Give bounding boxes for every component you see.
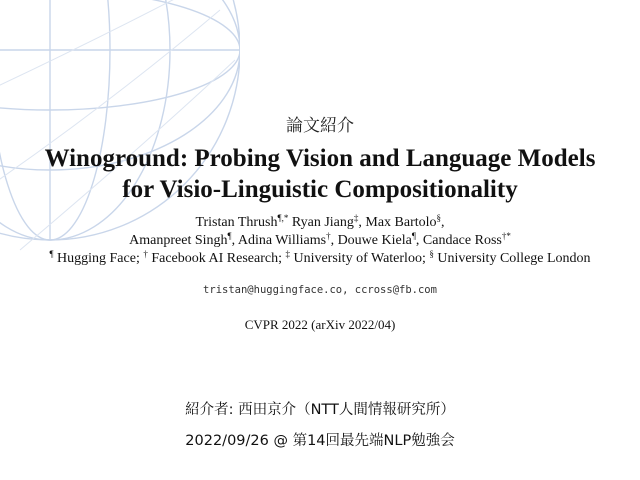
author-name: Douwe Kiela: [337, 233, 412, 248]
paper-title-line-2: for Visio-Linguistic Compositionality: [122, 176, 518, 203]
author-separator: ,: [330, 233, 338, 248]
affiliation-mark: §: [429, 249, 434, 259]
author-separator: ,: [415, 233, 423, 248]
contact-email: tristan@huggingface.co, ccross@fb.com: [203, 284, 437, 296]
author-mark: ¶: [227, 231, 232, 241]
author-line-1: [0, 214, 640, 232]
paper-title: [0, 143, 640, 205]
author-name: Tristan Thrush: [195, 215, 278, 230]
event-line: 2022/09/26 @ 第14回最先端NLP勉強会: [185, 433, 455, 449]
affiliation-mark: ‡: [285, 249, 290, 259]
author-separator: ,: [358, 215, 366, 230]
author-mark: ¶: [411, 231, 416, 241]
affiliation-name: Facebook AI Research;: [151, 251, 282, 266]
author-block: [0, 214, 640, 268]
author-separator: ,: [231, 233, 238, 248]
affiliation-name: University College London: [437, 251, 591, 266]
affiliation-mark: †: [143, 249, 148, 259]
presenter-line: 紹介者: 西田京介（NTT人間情報研究所）: [185, 402, 455, 418]
author-name: Candace Ross: [422, 233, 502, 248]
author-mark: †*: [501, 231, 511, 241]
author-line-2: [0, 232, 640, 250]
author-mark: ¶,*: [277, 213, 289, 223]
author-mark: ‡: [353, 213, 359, 223]
author-separator: ,: [441, 215, 445, 230]
author-mark: †: [326, 231, 331, 241]
author-name: Ryan Jiang: [291, 215, 354, 230]
author-name: Max Bartolo: [365, 215, 437, 230]
affiliation-mark: ¶: [49, 249, 54, 259]
affiliation-line: [0, 250, 640, 268]
author-name: Adina Williams: [237, 233, 327, 248]
author-name: Amanpreet Singh: [129, 233, 228, 248]
venue-label: CVPR 2022 (arXiv 2022/04): [244, 317, 396, 332]
author-mark: §: [436, 213, 442, 223]
slide-heading: 論文紹介: [286, 116, 354, 136]
affiliation-name: University of Waterloo;: [293, 251, 426, 266]
affiliation-name: Hugging Face;: [57, 251, 140, 266]
paper-title-line-1: Winoground: Probing Vision and Language Models: [44, 145, 596, 172]
